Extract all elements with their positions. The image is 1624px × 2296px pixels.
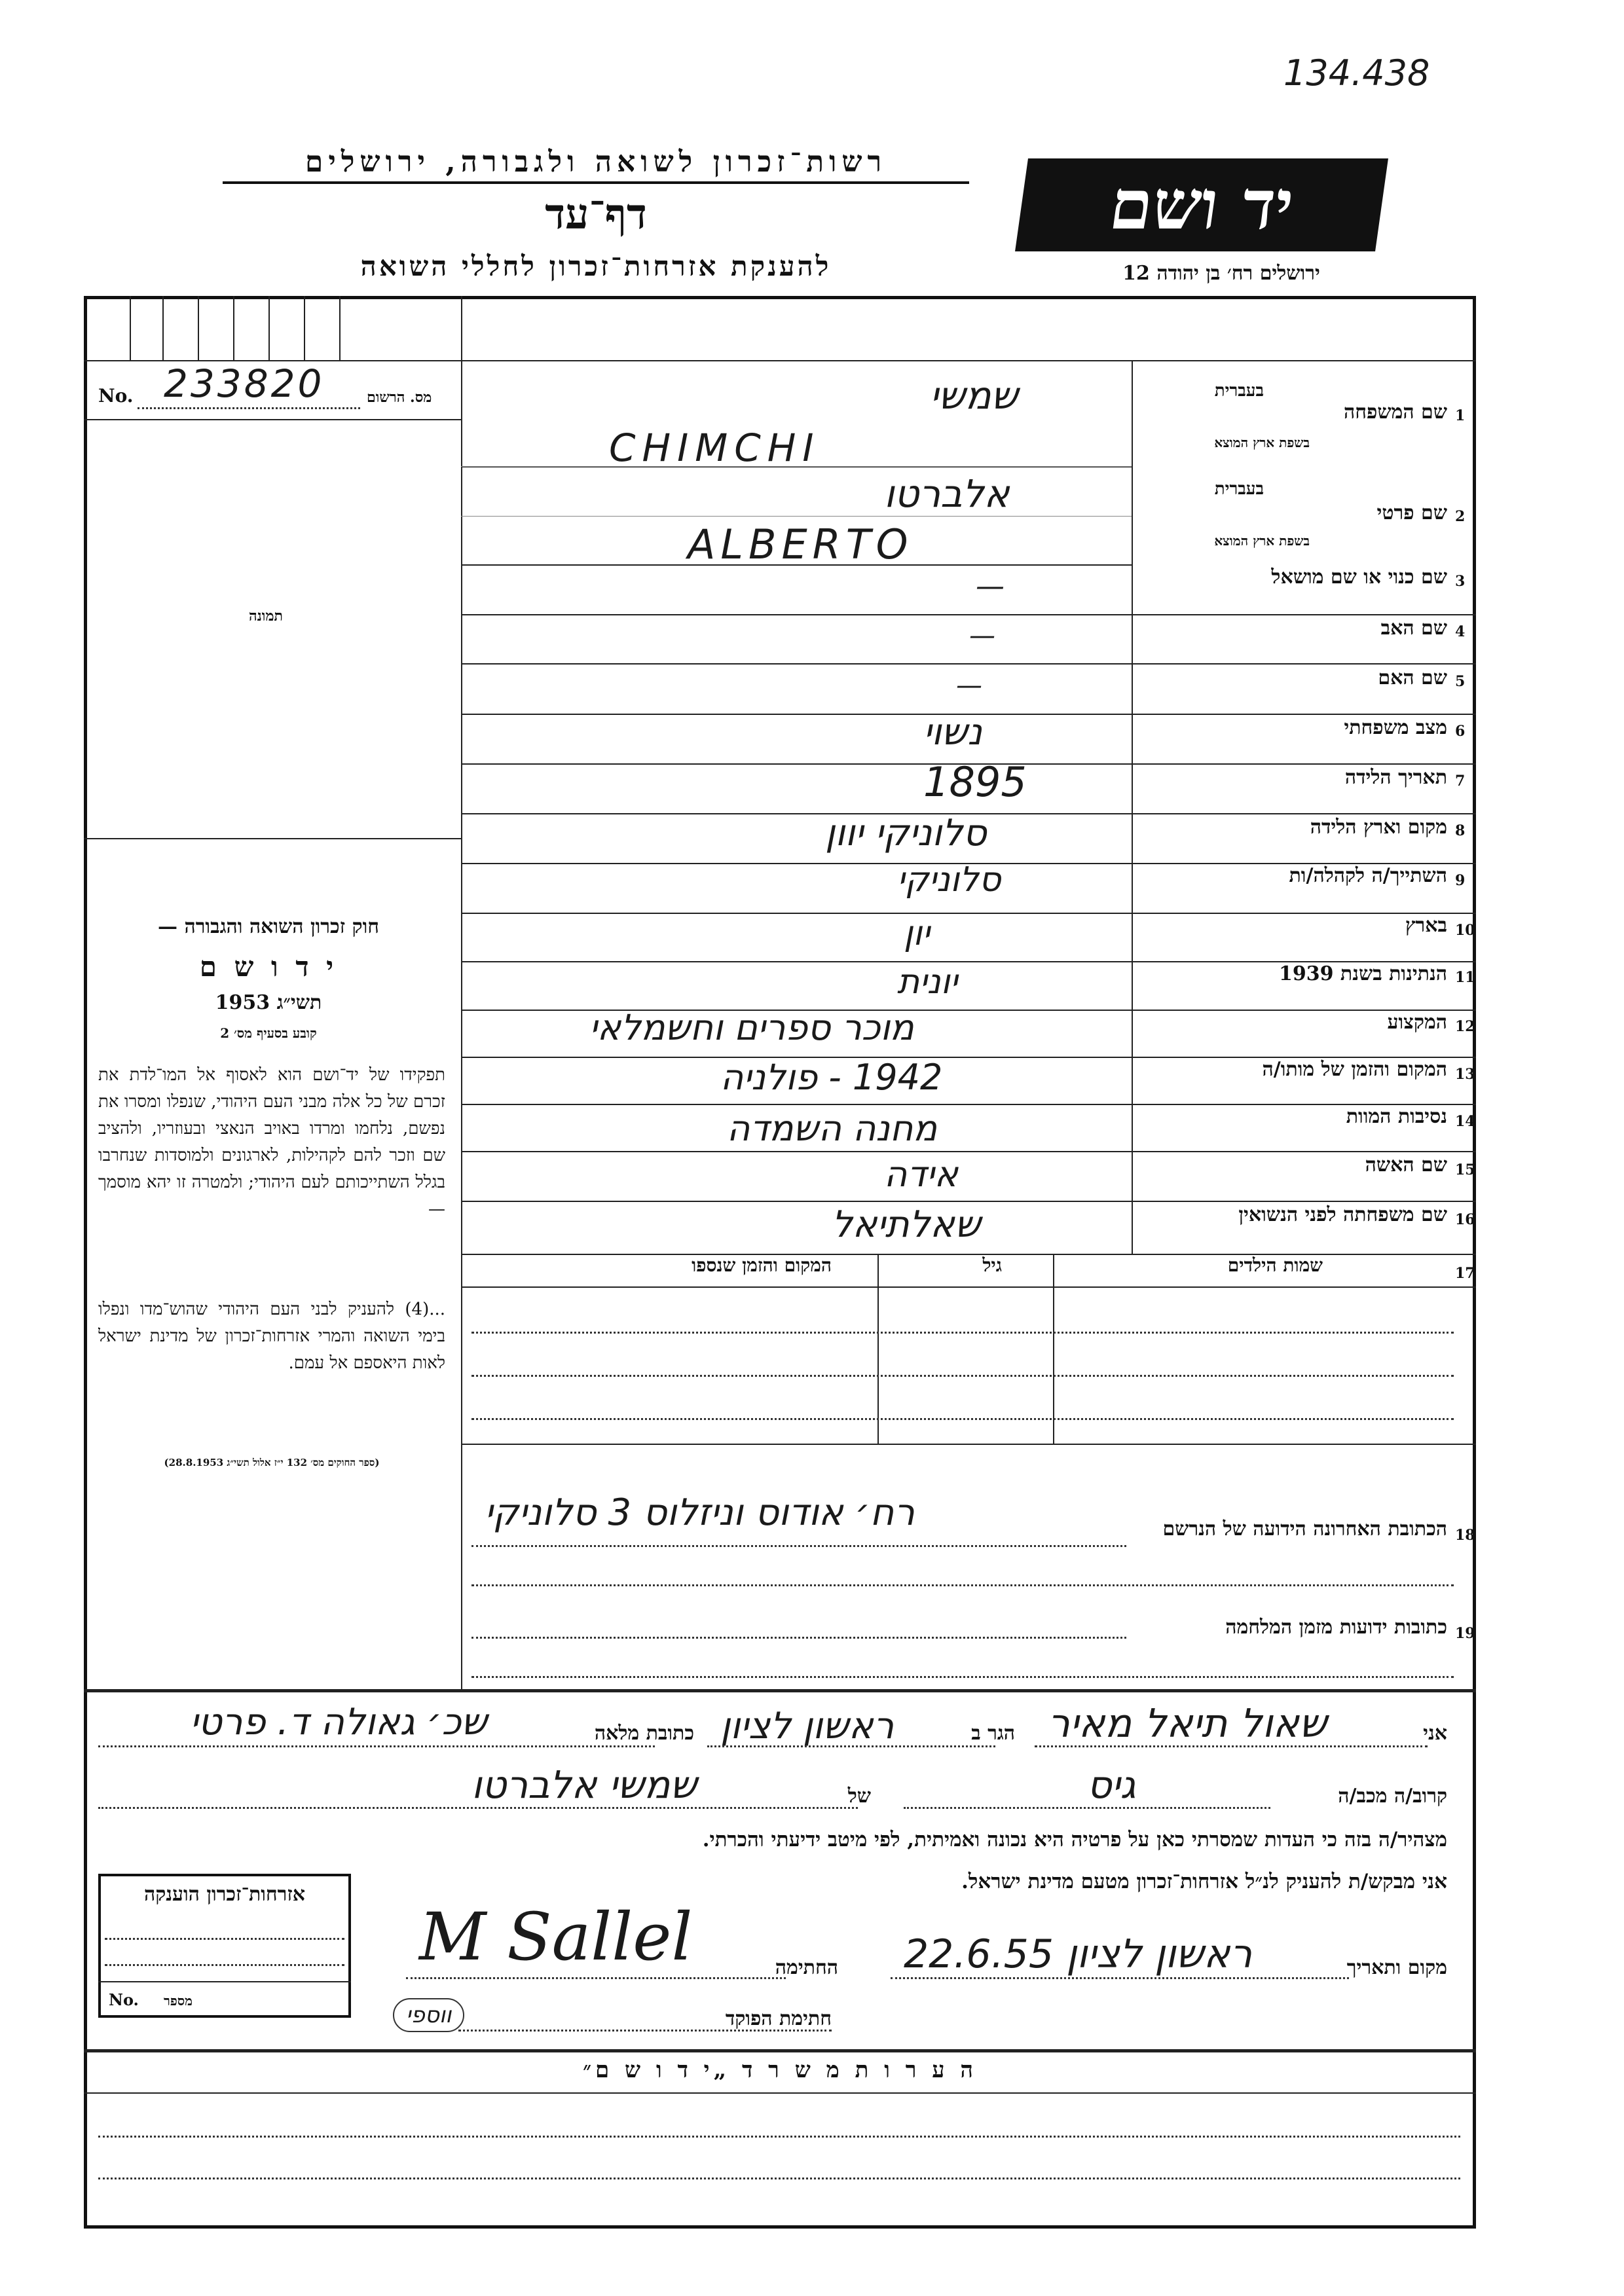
field-4-value: — <box>969 621 995 651</box>
resides-label: הגר ב <box>971 1722 1015 1745</box>
field-7-number: 7 <box>1455 773 1466 790</box>
place-date-label: מקום ותאריך <box>1346 1956 1447 1979</box>
law-citation: (ספר החוקים מס׳ 132 י״ז אלול תשי״ג 28.8.1953) <box>164 1457 380 1468</box>
field-4-number: 4 <box>1455 623 1466 640</box>
field-7-label: תאריך הלידה <box>1344 766 1447 789</box>
relative-label: קרוב/ה מכב/ה <box>1338 1785 1447 1808</box>
resides-value: ראשון לציון <box>720 1705 895 1747</box>
law-paragraph-1: תפקידו של יד־ושם הוא לאסוף אל המו־לדת את זכרם של כל אלה מבני העם היהודי, שנפלו ומסרו את נפשם, נלחמו ומרדו באויב הנאצי ובעוזריו, ולהציב שם וזכר להם לקהילות, לארגונים ולמוסדות שנחרבו בגלל השתייכותם לעם היהודי; ולמטרה זו יהא מוסמך — <box>98 1065 445 1219</box>
field-4-label: שם האב <box>1380 617 1447 640</box>
field-3-value: — <box>976 570 1005 603</box>
children-number: 17 <box>1455 1265 1475 1282</box>
field-2-sub-hebrew: בעברית <box>1214 479 1264 499</box>
field-10-number: 10 <box>1455 922 1475 939</box>
field-7-value: 1895 <box>923 758 1027 806</box>
citizenship-box-no-label: No. <box>109 1990 139 2009</box>
statement-1: מצהיר/ה בזה כי העדות שמסרתי כאן על פרטיה היא נכונה ואמיתית, לפי מיטב ידיעתי והכרתי. <box>702 1828 1447 1851</box>
photo-label: תמונה <box>249 608 283 625</box>
address-value: שכ׳ גאולה ד. פרטי <box>190 1701 487 1743</box>
law-paragraph-2: ...(4) להעניק לבני העם היהודי שהוש־מדו ונפלו בימי השואה והמרי אזרחות־זכרון של מדינת ישראל לאות היאספם אל עמם. <box>98 1300 445 1373</box>
law-year: תשי״ג 1953 <box>215 991 322 1014</box>
official-stamp: ווספי <box>393 1998 464 2032</box>
declaration-ani: אני <box>1423 1722 1447 1745</box>
field-9-value: סלוניקי <box>897 860 1001 900</box>
law-name: י ד ו ש ם <box>199 951 338 983</box>
children-col-age: גיל <box>982 1254 1002 1276</box>
relation-value: גיס <box>1087 1762 1136 1807</box>
field-5-number: 5 <box>1455 673 1466 690</box>
citizenship-box-number-label: מספר <box>164 1993 193 2009</box>
field-12-value: מוכר ספרים וחשמלאי <box>589 1007 914 1048</box>
signature-value: M Sallel <box>419 1899 693 1975</box>
registration-number: 233820 <box>164 361 325 406</box>
field-5-value: — <box>956 670 982 701</box>
field-12-number: 12 <box>1455 1018 1475 1035</box>
field-14-number: 14 <box>1455 1113 1475 1130</box>
field-11-label: הנתינות בשנת 1939 <box>1278 962 1447 985</box>
field-11-value: יונית <box>897 962 958 1002</box>
citizenship-box-title: אזרחות־זכרון הוענקה <box>143 1883 306 1906</box>
field-8-number: 8 <box>1455 822 1466 839</box>
field-1-number: 1 <box>1455 407 1466 424</box>
children-col-place: המקום והזמן שנספו <box>692 1254 832 1276</box>
yad-vashem-logo: יד ושם <box>1015 158 1388 251</box>
field-2-value-origin: ALBERTO <box>688 520 913 568</box>
field-2-sub-origin: בשפת ארץ המוצא <box>1214 533 1310 549</box>
field-16-value: שאלתיאל <box>832 1203 981 1246</box>
field-6-number: 6 <box>1455 723 1466 740</box>
field-1-value-origin: CHIMCHI <box>609 426 821 470</box>
archive-number: 134.438 <box>1283 52 1430 94</box>
field-15-number: 15 <box>1455 1161 1475 1178</box>
field-13-number: 13 <box>1455 1066 1475 1083</box>
field-12-label: המקצוע <box>1387 1011 1447 1034</box>
field-3-label: שם כנוי או שם מושאל <box>1271 566 1447 589</box>
statement-2: אני מבקש/ת להעניק לנ״ל אזרחות־זכרון מטעם מדינת ישראל. <box>961 1870 1447 1893</box>
law-section: קובע בסעיף מס׳ 2 <box>220 1025 317 1041</box>
field-15-label: שם האשה <box>1365 1154 1447 1176</box>
last-address-label: הכתובת האחרונה הידועה של הנרשם <box>1162 1518 1447 1540</box>
last-address-value: רח׳ אודוס וניזלוס 3 סלוניקי <box>485 1491 915 1534</box>
field-2-value-hebrew: אלברטו <box>884 471 1010 516</box>
last-address-number: 18 <box>1455 1527 1475 1544</box>
field-14-label: נסיבות המוות <box>1346 1105 1447 1128</box>
official-label: חתימת הפוקד <box>725 2007 832 2030</box>
law-title: חוק זכרון השואה והגבורה — <box>158 915 379 938</box>
field-6-value: נשוי <box>923 711 982 754</box>
of-label: של <box>847 1785 871 1808</box>
office-notes-title: ה ע ר ו ת מ ש ר ד „י ד ו ש ם״ <box>583 2057 977 2083</box>
children-col-names: שמות הילדים <box>1227 1254 1323 1276</box>
wartime-address-number: 19 <box>1455 1625 1475 1642</box>
authority-name: רשות־זכרון לשואה ולגבורה, ירושלים <box>223 145 969 184</box>
field-13-label: המקום והזמן של מותו/ה <box>1262 1058 1447 1081</box>
field-10-label: בארץ <box>1405 914 1447 937</box>
field-5-label: שם האם <box>1378 666 1447 689</box>
registration-label: מס. הרשום <box>367 389 432 406</box>
field-13-value: 1942 - פולניה <box>720 1057 943 1098</box>
field-8-label: מקום וארץ הלידה <box>1310 816 1447 839</box>
form-title: דף־עד <box>545 190 647 239</box>
field-3-number: 3 <box>1455 573 1466 590</box>
field-1-sub-hebrew: בעברית <box>1214 381 1264 401</box>
signature-label: החתימה <box>775 1956 838 1979</box>
registration-no-label: No. <box>98 385 134 407</box>
field-14-value: מחנה השמדה <box>727 1108 937 1149</box>
address: ירושלים רח׳ בן יהודה 12 <box>1122 262 1320 285</box>
field-11-number: 11 <box>1455 969 1475 986</box>
field-1-value-hebrew: שמשי <box>930 373 1018 418</box>
declarant-name: שאול תיאל מאיר <box>1048 1701 1327 1747</box>
field-1-label: שם המשפחה <box>1343 401 1447 424</box>
field-9-label: השתייך/ה לקהלה/ות <box>1289 864 1447 887</box>
field-6-label: מצב משפחתי <box>1344 716 1447 739</box>
form-subtitle: להענקת אזרחות־זכרון לחללי השואה <box>360 250 832 282</box>
wartime-address-label: כתובות ידועות מזמן המלחמה <box>1225 1616 1447 1639</box>
field-8-value: סלוניקי יוון <box>825 812 987 854</box>
field-9-number: 9 <box>1455 872 1466 889</box>
field-16-label: שם משפחתה לפני הנשואין <box>1238 1203 1447 1226</box>
field-2-label: שם פרטי <box>1376 501 1447 524</box>
address-label: כתובת מלאה <box>594 1722 694 1745</box>
place-date-value: ראשון לציון 22.6.55 <box>904 1931 1253 1977</box>
field-15-value: אידה <box>884 1154 958 1195</box>
of-value: שמשי אלברטו <box>471 1762 697 1807</box>
field-16-number: 16 <box>1455 1211 1475 1228</box>
field-2-number: 2 <box>1455 508 1466 525</box>
field-1-sub-origin: בשפת ארץ המוצא <box>1214 435 1310 450</box>
field-10-value: יון <box>904 914 930 953</box>
